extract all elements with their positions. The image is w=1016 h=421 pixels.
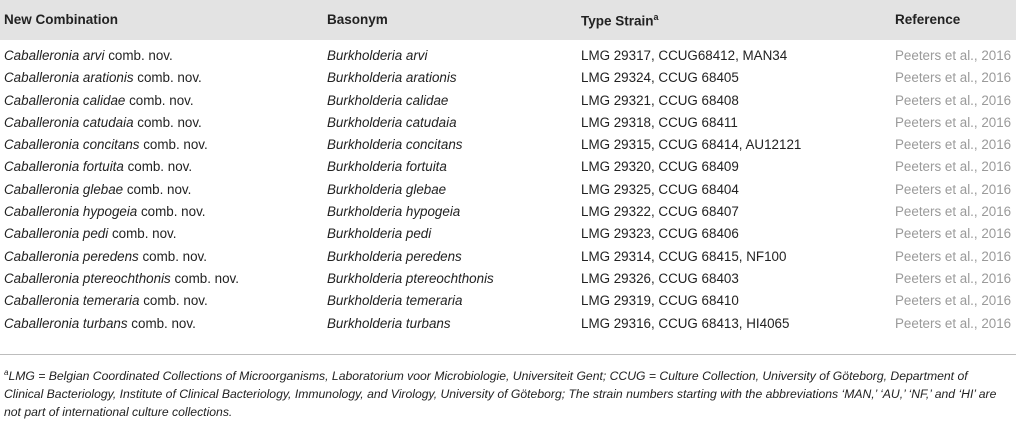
reference-cell: Peeters et al., 2016 [895,159,1012,175]
table-row [0,312,1016,334]
type-strain-cell: LMG 29324, CCUG 68405 [581,70,739,86]
new-combination-name: Caballeronia calidae [4,92,126,108]
type-strain-cell: LMG 29317, CCUG68412, MAN34 [581,48,788,63]
basonym-cell: Burkholderia temeraria [327,293,463,309]
footnote-text: LMG = Belgian Coordinated Collections of Microorganisms, Laboratorium voor Microbiologie, Universiteit Gent; CCUG = Culture Collection, University of Göteborg, Department of Clinical Bacteriology, Institute of Clinical Bacteriology, Immunology, and Virology, University of Göteborg; The strain numbers starting with the abbreviations ‘MAN,’ ‘AU,’ ‘NF,’ and ‘HI’ are not part of international culture collections. [4,369,997,419]
new-combination-name: Caballeronia catudaia [4,114,134,130]
table-row [0,66,1016,88]
header-type-strain-label: Type Strain [581,13,654,29]
new-combination-name: Caballeronia ptereochthonis [4,270,171,286]
type-strain-cell: LMG 29323, CCUG 68406 [581,226,739,242]
new-combination-cell [4,93,194,108]
new-combination-suffix: comb. nov. [104,48,173,63]
basonym-cell: Burkholderia catudaia [327,114,457,130]
table-row [0,89,1016,111]
new-combination-cell [4,70,202,85]
type-strain-cell: LMG 29314, CCUG 68415, NF100 [581,248,787,264]
header-reference: Reference [895,12,961,27]
basonym-cell: Burkholderia concitans [327,137,463,153]
table-row [0,267,1016,289]
table-row [0,289,1016,311]
reference-cell: Peeters et al., 2016 [895,226,1012,242]
reference-cell: Peeters et al., 2016 [895,181,1012,197]
new-combination-name: Caballeronia temeraria [4,293,140,309]
new-combination-cell [4,204,206,219]
basonym-cell: Burkholderia fortuita [327,159,447,175]
new-combination-name: Caballeronia hypogeia [4,204,138,220]
type-strain-cell: LMG 29315, CCUG 68414, AU12121 [581,137,802,153]
header-basonym: Basonym [327,12,388,27]
new-combination-name: Caballeronia turbans [4,315,128,331]
header-type-strain [581,12,659,29]
new-combination-suffix: comb. nov. [123,159,193,175]
new-combination-suffix: comb. nov. [133,70,202,86]
reference-cell: Peeters et al., 2016 [895,204,1012,220]
table-row [0,178,1016,200]
new-combination-name: Caballeronia arvi [4,48,105,63]
type-strain-cell: LMG 29316, CCUG 68413, HI4065 [581,315,790,331]
basonym-cell: Burkholderia pedi [327,226,432,242]
type-strain-cell: LMG 29325, CCUG 68404 [581,181,739,197]
table-row [0,200,1016,222]
new-combination-suffix: comb. nov. [125,92,194,108]
new-combination-cell [4,137,208,152]
table-footnote [4,364,1010,421]
new-combination-cell [4,249,207,264]
new-combination-suffix: comb. nov. [139,137,208,153]
reference-cell: Peeters et al., 2016 [895,315,1012,331]
new-combination-cell [4,316,196,331]
new-combination-suffix: comb. nov. [170,270,239,286]
type-strain-cell: LMG 29322, CCUG 68407 [581,204,739,220]
reference-cell: Peeters et al., 2016 [895,114,1012,130]
table-header [0,0,1016,40]
new-combination-name: Caballeronia concitans [4,137,140,153]
reference-cell: Peeters et al., 2016 [895,70,1012,86]
table-row [0,44,1016,66]
new-combination-cell [4,115,202,130]
new-combination-suffix: comb. nov. [108,226,177,242]
table-divider [0,354,1016,355]
new-combination-name: Caballeronia glebae [4,181,124,197]
new-combination-cell [4,226,176,241]
new-combination-suffix: comb. nov. [137,204,206,220]
type-strain-cell: LMG 29320, CCUG 68409 [581,159,739,175]
reference-cell: Peeters et al., 2016 [895,137,1012,153]
new-combination-suffix: comb. nov. [138,248,207,264]
table-row [0,222,1016,244]
basonym-cell: Burkholderia arationis [327,70,457,86]
table-row [0,155,1016,177]
new-combination-cell [4,293,208,308]
basonym-cell: Burkholderia hypogeia [327,204,461,220]
new-combination-name: Caballeronia peredens [4,248,139,264]
type-strain-cell: LMG 29321, CCUG 68408 [581,92,739,108]
new-combination-cell [4,159,192,174]
new-combination-cell [4,182,191,197]
type-strain-cell: LMG 29319, CCUG 68410 [581,293,739,309]
table-body [0,44,1016,334]
basonym-cell: Burkholderia glebae [327,181,447,197]
footnote-marker: a [4,368,9,377]
new-combination-name: Caballeronia pedi [4,226,109,242]
new-combination-suffix: comb. nov. [123,181,192,197]
basonym-cell: Burkholderia calidae [327,92,449,108]
new-combination-name: Caballeronia fortuita [4,159,124,175]
basonym-cell: Burkholderia turbans [327,315,451,331]
basonym-cell: Burkholderia arvi [327,48,428,63]
table-row [0,111,1016,133]
reference-cell: Peeters et al., 2016 [895,270,1012,286]
basonym-cell: Burkholderia ptereochthonis [327,270,494,286]
reference-cell: Peeters et al., 2016 [895,293,1012,309]
reference-cell: Peeters et al., 2016 [895,48,1012,63]
new-combination-suffix: comb. nov. [127,315,196,331]
reference-cell: Peeters et al., 2016 [895,248,1012,264]
table-row [0,133,1016,155]
new-combination-name: Caballeronia arationis [4,70,134,86]
table-row [0,245,1016,267]
type-strain-cell: LMG 29326, CCUG 68403 [581,270,739,286]
header-type-strain-footnote-marker: a [653,12,659,22]
new-combination-cell [4,48,173,63]
type-strain-cell: LMG 29318, CCUG 68411 [581,114,738,130]
new-combination-suffix: comb. nov. [133,114,202,130]
header-new-combination: New Combination [4,12,118,27]
new-combination-suffix: comb. nov. [139,293,208,309]
basonym-cell: Burkholderia peredens [327,248,462,264]
reference-cell: Peeters et al., 2016 [895,92,1012,108]
new-combination-cell [4,271,239,286]
